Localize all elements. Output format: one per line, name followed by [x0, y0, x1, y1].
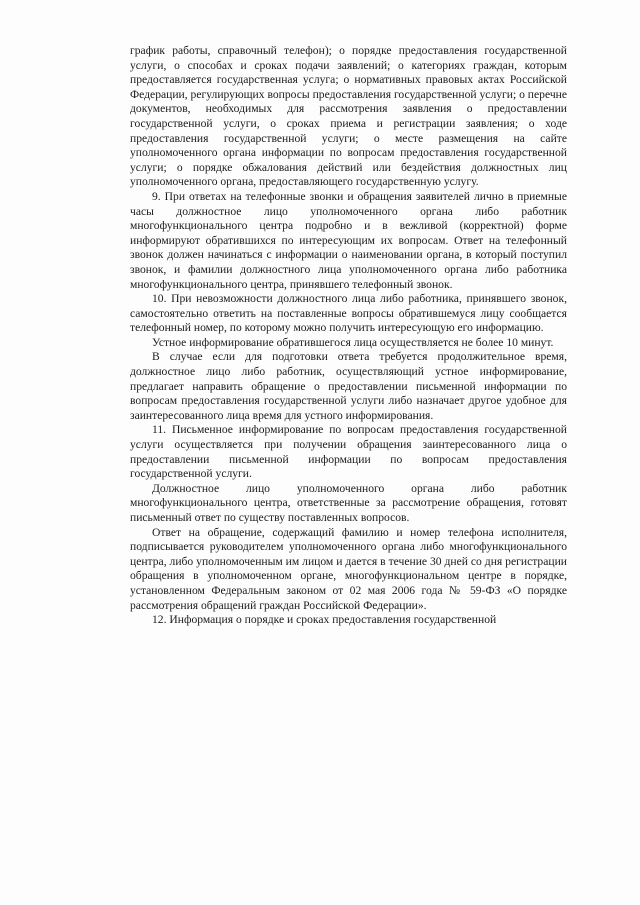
paragraph-9: 9. При ответах на телефонные звонки и обращения заявителей лично в приемные часы должностное лицо уполномоченного органа либо работник многофункционального центра подробно и в вежливой (корректной) форме информируют обратившихся по интересующим их вопросам. Ответ на телефонный звонок должен начинаться с информации о наименовании органа, в который поступил звонок, и фамилии должностного лица уполномоченного органа либо работника многофункционального центра, принявшего телефонный звонок.	[130, 189, 567, 291]
paragraph-answer-signing: Ответ на обращение, содержащий фамилию и номер телефона исполнителя, подписывается руководителем уполномоченного органа либо многофункционального центра, либо уполномоченным им лицом и дается в течение 30 дней со дня регистрации обращения в уполномоченном органе, многофункциональном центре в порядке, установленном Федеральным законом от 02 мая 2006 года № 59-ФЗ «О порядке рассмотрения обращений граждан Российской Федерации».	[130, 525, 567, 612]
paragraph-long-preparation: В случае если для подготовки ответа требуется продолжительное время, должностное лицо либо работник, осуществляющий устное информирование, предлагает направить обращение о предоставлении письменной информации по вопросам предоставления государственной услуги либо назначает другое удобное для заинтересованного лица время для устного информирования.	[130, 350, 567, 422]
paragraph-12: 12. Информация о порядке и сроках предоставления государственной	[152, 613, 497, 627]
paragraph-continuation: график работы, справочный телефон); о порядке предоставления государственной услуги, о способах и сроках подачи заявлений; о категориях граждан, которым предоставляется государственная услуга; о нормативных правовых актах Российской Федерации, регулирующих вопросы предоставления государственной услуги; о перечне документов, необходимых для рассмотрения заявления о предоставлении государственной услуги, о сроках приема и регистрации заявления; о ходе предоставления государственной услуги; о месте размещения на сайте уполномоченного органа информации по вопросам предоставления государственной услуги; о порядке обжалования действий или бездействия должностных лиц уполномоченного органа, предоставляющего государственную услугу.	[130, 44, 567, 189]
paragraph-10: 10. При невозможности должностного лица либо работника, принявшего звонок, самостоятельно ответить на поставленные вопросы обратившемуся лицу сообщается телефонный номер, по которому можно получить интересующую его информацию.	[130, 292, 567, 335]
document-body	[130, 44, 567, 628]
paragraph-written-answer: Должностное лицо уполномоченного органа либо работник многофункционального центра, ответственные за рассмотрение обращения, готовят письменный ответ по существу поставленных вопросов.	[130, 481, 567, 524]
paragraph-oral-info-duration: Устное информирование обратившегося лица осуществляется не более 10 минут.	[152, 335, 554, 349]
paragraph-11: 11. Письменное информирование по вопросам предоставления государственной услуги осуществляется при получении обращения заинтересованного лица о предоставлении письменной информации по вопросам предоставления государственной услуги.	[130, 423, 567, 481]
